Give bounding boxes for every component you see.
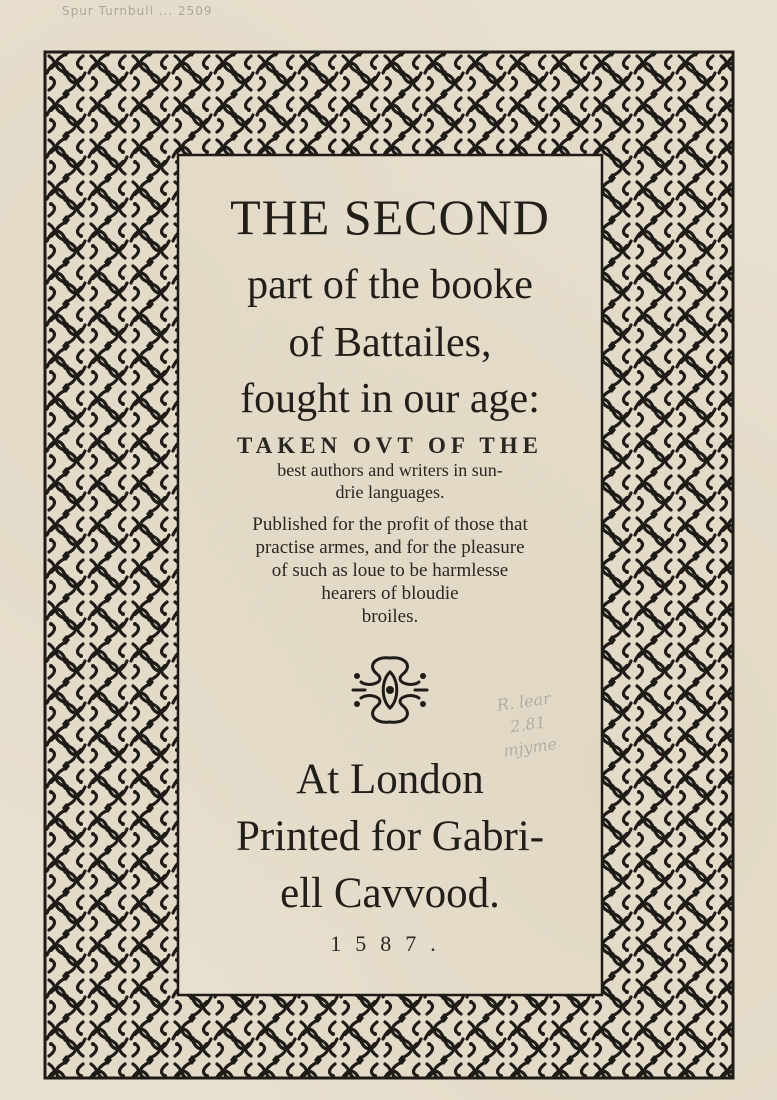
imprint-line-3: ell Cavvood. [280,870,500,917]
title-line-1: THE SECOND [230,189,550,245]
title-line-4: fought in our age: [240,376,540,422]
title-line-3: of Battailes, [288,320,492,366]
purpose-line-2: practise armes, and for the pleasure [255,537,525,558]
fleuron-ornament-icon [347,652,433,728]
subtitle-line-2: drie languages. [335,482,445,502]
purpose-line-1: Published for the profit of those that [252,514,528,535]
handwritten-annotation-top: Spur Turnbull ... 2509 [62,4,213,18]
purpose-line-5: broiles. [361,606,419,627]
imprint-line-1: At London [296,756,484,803]
purpose-line-3: of such as loue to be harmlesse [271,560,509,581]
title-line-2: part of the booke [247,262,533,308]
purpose-line-4: hearers of bloudie [321,583,459,604]
imprint-line-2: Printed for Gabri- [235,813,545,860]
imprint-year: 1587. [330,931,450,956]
pencil-note: R. lear 2.81 mjyme [495,688,559,761]
subtitle-line-1: best authors and writers in sun- [277,460,503,480]
caps-line: TAKEN OVT OF THE [236,433,543,458]
title-block [178,160,602,990]
